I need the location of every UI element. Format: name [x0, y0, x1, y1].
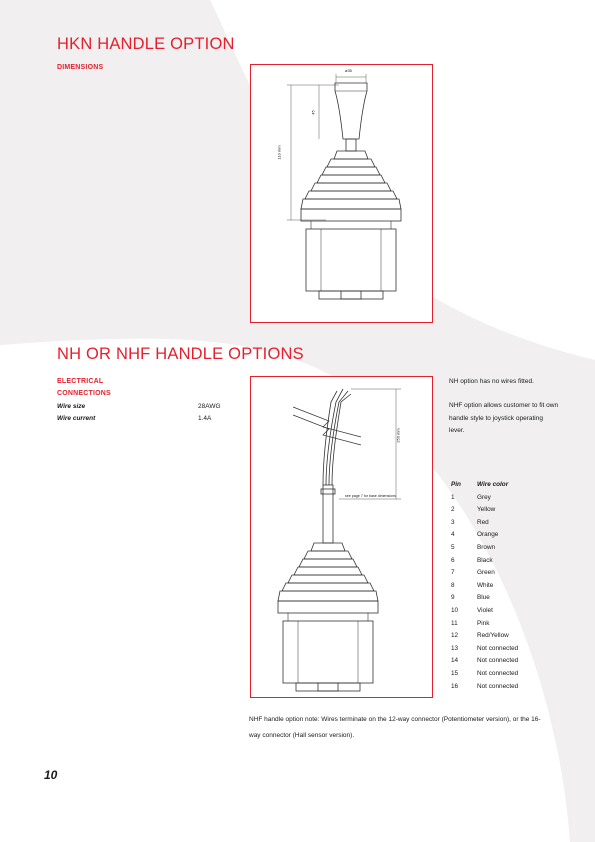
pin-number: 7 [451, 569, 455, 577]
pin-number: 10 [451, 606, 459, 614]
table-row [451, 594, 561, 607]
page-number: 10 [44, 768, 58, 782]
spec-wire-size [57, 403, 237, 414]
table-row [451, 569, 561, 582]
electrical-subtitle-line1: ELECTRICAL [57, 378, 104, 385]
wire-color: Not connected [477, 657, 519, 665]
dim-top-label: ø35 [345, 68, 352, 73]
table-row [451, 683, 561, 696]
wire-color: Green [477, 569, 495, 577]
table-row [451, 607, 561, 620]
table-row [451, 519, 561, 532]
pin-number: 11 [451, 619, 458, 627]
wire-color: Blue [477, 594, 490, 602]
nh-note: NH option has no wires fitted. [449, 378, 534, 385]
spec-label: Wire size [57, 403, 86, 410]
spec-value: 28AWG [198, 403, 221, 410]
wire-color: Black [477, 556, 493, 564]
wire-color: Pink [477, 619, 490, 627]
pin-number: 14 [451, 657, 459, 665]
spec-wire-current [57, 415, 237, 426]
nh-handle-figure [250, 376, 433, 698]
dim-small-label: 45 [310, 110, 316, 115]
dim-height-label: 110 mm [276, 145, 282, 160]
pin-number: 4 [451, 531, 455, 539]
table-row [451, 531, 561, 544]
wire-color-header: Wire color [477, 481, 509, 488]
spec-label: Wire current [57, 415, 96, 422]
base-dimensions-caption: see page 7 for base dimensions [345, 494, 396, 498]
spec-value: 1.4A [198, 415, 212, 422]
pin-number: 12 [451, 632, 459, 640]
nhf-footnote: NHF handle option note: Wires terminate on the 12-way connector (Potentiometer version), or the 16-way connector (Hall sensor version). [249, 716, 541, 739]
wire-color: Not connected [477, 682, 519, 690]
pin-number: 8 [451, 581, 455, 589]
pin-number: 6 [451, 556, 455, 564]
section-title-nh: NH OR NHF HANDLE OPTIONS [57, 345, 304, 363]
pin-number: 13 [451, 644, 459, 652]
hkn-dimension-figure [250, 64, 433, 323]
table-row [451, 670, 561, 683]
table-row [451, 620, 561, 633]
pin-wire-table [451, 481, 561, 695]
pin-number: 5 [451, 543, 455, 551]
dim-length-label: 250 mm [395, 428, 401, 443]
table-row [451, 657, 561, 670]
wire-color: Orange [477, 531, 499, 539]
table-row [451, 494, 561, 507]
pin-number: 15 [451, 669, 459, 677]
pin-number: 3 [451, 518, 455, 526]
wire-color: Violet [477, 606, 493, 614]
section-title-hkn: HKN HANDLE OPTION [57, 35, 235, 53]
table-row [451, 506, 561, 519]
table-row [451, 544, 561, 557]
dimensions-subtitle: DIMENSIONS [57, 64, 104, 71]
table-row [451, 645, 561, 658]
wire-color: White [477, 581, 494, 589]
wire-color: Not connected [477, 669, 519, 677]
hkn-joystick-drawing [251, 65, 434, 324]
pin-number: 9 [451, 594, 455, 602]
wire-color: Red/Yellow [477, 632, 509, 640]
wire-color: Yellow [477, 506, 496, 514]
wire-color: Red [477, 518, 489, 526]
table-row [451, 582, 561, 595]
nhf-note: NHF option allows customer to fit own handle style to joystick operating lever. [449, 402, 559, 434]
wire-color: Not connected [477, 644, 519, 652]
pin-number: 16 [451, 682, 459, 690]
pin-number: 1 [451, 493, 455, 501]
table-row [451, 557, 561, 570]
wire-color: Brown [477, 543, 496, 551]
table-row [451, 632, 561, 645]
wire-color: Grey [477, 493, 491, 501]
pin-number: 2 [451, 506, 455, 514]
electrical-subtitle-line2: CONNECTIONS [57, 390, 111, 397]
pin-header: Pin [451, 481, 461, 488]
pin-table-header [451, 481, 561, 494]
nh-joystick-drawing [251, 377, 434, 699]
